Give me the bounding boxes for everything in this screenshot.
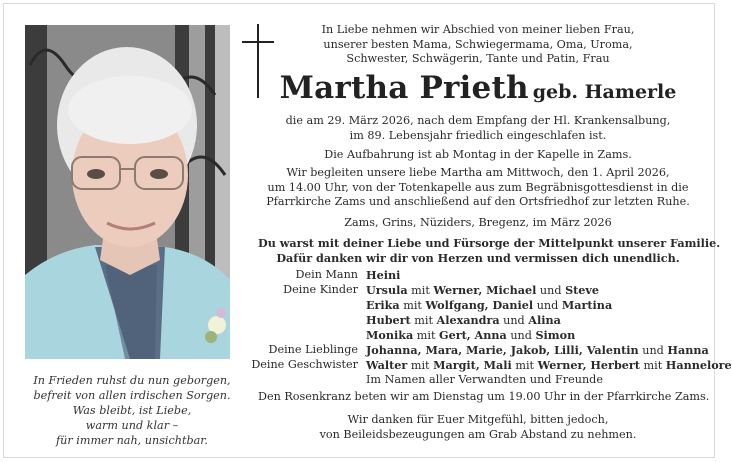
husband-label: Dein Mann <box>295 268 358 281</box>
connector: mit <box>410 314 437 327</box>
all-relatives: Im Namen aller Verwandten und Freunde <box>366 373 603 386</box>
children-row <box>366 298 612 314</box>
viewing-line: Die Aufbahrung ist ab Montag in der Kapelle in Zams. <box>324 148 632 161</box>
child-name: Ursula <box>366 283 408 297</box>
poem-line: Was bleibt, ist Liebe, <box>72 404 192 417</box>
deceased-name <box>258 70 698 106</box>
connector: mit <box>639 359 666 372</box>
partner-names: Alexandra <box>436 313 500 327</box>
husband-name <box>366 268 400 284</box>
funeral-line: Wir begleiten unsere liebe Martha am Mittwoch, den 1. April 2026, <box>286 166 670 179</box>
tribute-text <box>258 236 721 265</box>
rosary-text <box>258 390 710 405</box>
intro-text <box>258 23 698 67</box>
thanks-line: von Beileidsbezeugungen am Grab Abstand zu nehmen. <box>319 427 637 441</box>
connector: mit <box>407 359 434 372</box>
siblings-row <box>366 358 732 374</box>
husband-value: Heini <box>366 268 401 282</box>
connector: und <box>499 314 529 327</box>
funeral-line: Pfarrkirche Zams und anschließend auf den Ortsfriedhof zur letzten Ruhe. <box>266 195 690 209</box>
grandchild-name: Martina <box>561 298 613 312</box>
partner-names: Werner, Michael <box>433 283 537 297</box>
place-date-line: Zams, Grins, Nüziders, Bregenz, im März 2026 <box>344 216 612 229</box>
intro-line: Schwester, Schwägerin, Tante und Patin, Frau <box>346 52 610 66</box>
grandchild-name: Steve <box>565 283 600 297</box>
viewing-text <box>258 148 698 163</box>
darlings-row <box>366 343 709 359</box>
birth-name: geb. Hamerle <box>532 81 677 103</box>
children-row <box>366 313 561 329</box>
sibling-names: Werner, Herbert <box>537 358 640 372</box>
partner-names: Gert, Anna <box>439 328 507 342</box>
connector: mit <box>413 329 440 342</box>
funeral-line: um 14.00 Uhr, von der Totenkapelle aus zum Begräbnisgottesdienst in die <box>267 180 689 194</box>
connector: und <box>536 284 566 297</box>
sibling-name: Walter <box>366 358 408 372</box>
tribute-line: Du warst mit deiner Liebe und Fürsorge der Mittelpunkt unserer Familie. <box>258 236 721 250</box>
children-row <box>366 328 575 344</box>
connector: und <box>638 344 668 357</box>
death-text <box>258 114 698 143</box>
darlings-label: Deine Lieblinge <box>268 343 358 356</box>
poem-line: für immer nah, unsichtbar. <box>56 434 208 447</box>
poem-line: warm und klar – <box>85 419 179 432</box>
connector: mit <box>511 359 538 372</box>
death-line: im 89. Lebensjahr friedlich eingeschlafen ist. <box>349 128 607 142</box>
grandchildren-names: Johanna, Mara, Marie, Jakob, Lilli, Valentin <box>366 343 639 357</box>
deceased-name-main: Martha Prieth <box>279 70 529 106</box>
connector: mit <box>399 299 426 312</box>
thanks-text <box>258 413 698 442</box>
place-date <box>258 216 698 231</box>
child-name: Hubert <box>366 313 411 327</box>
thanks-line: Wir danken für Euer Mitgefühl, bitten jedoch, <box>347 413 609 426</box>
grandchild-name: Simon <box>535 328 576 342</box>
connector: und <box>533 299 562 312</box>
grandchild-name: Alina <box>528 313 561 327</box>
sibling-partner-name: Hannelore <box>665 358 732 372</box>
poem-line: befreit von allen irdischen Sorgen. <box>33 389 231 402</box>
poem <box>20 373 244 448</box>
intro-line: In Liebe nehmen wir Abschied von meiner lieben Frau, <box>321 23 635 36</box>
connector: mit <box>407 284 434 297</box>
rosary-line: Den Rosenkranz beten wir am Dienstag um 19.00 Uhr in der Pfarrkirche Zams. <box>258 390 710 403</box>
children-row <box>366 283 599 299</box>
funeral-text <box>258 166 698 210</box>
partner-names: Wolfgang, Daniel <box>425 298 534 312</box>
portrait-photo <box>25 25 230 359</box>
child-name: Erika <box>366 298 400 312</box>
siblings-label: Deine Geschwister <box>251 358 358 371</box>
intro-line: unserer besten Mama, Schwiegermama, Oma, Uroma, <box>323 37 633 51</box>
tribute-line: Dafür danken wir dir von Herzen und vermissen dich unendlich. <box>276 250 680 265</box>
connector: und <box>506 329 536 342</box>
death-line: die am 29. März 2026, nach dem Empfang der Hl. Krankensalbung, <box>285 114 671 127</box>
child-name: Monika <box>366 328 414 342</box>
children-label: Deine Kinder <box>283 283 358 296</box>
grandchild-name: Hanna <box>667 343 709 357</box>
sibling-partner-names: Margit, Mali <box>433 358 512 372</box>
poem-line: In Frieden ruhst du nun geborgen, <box>33 374 231 387</box>
